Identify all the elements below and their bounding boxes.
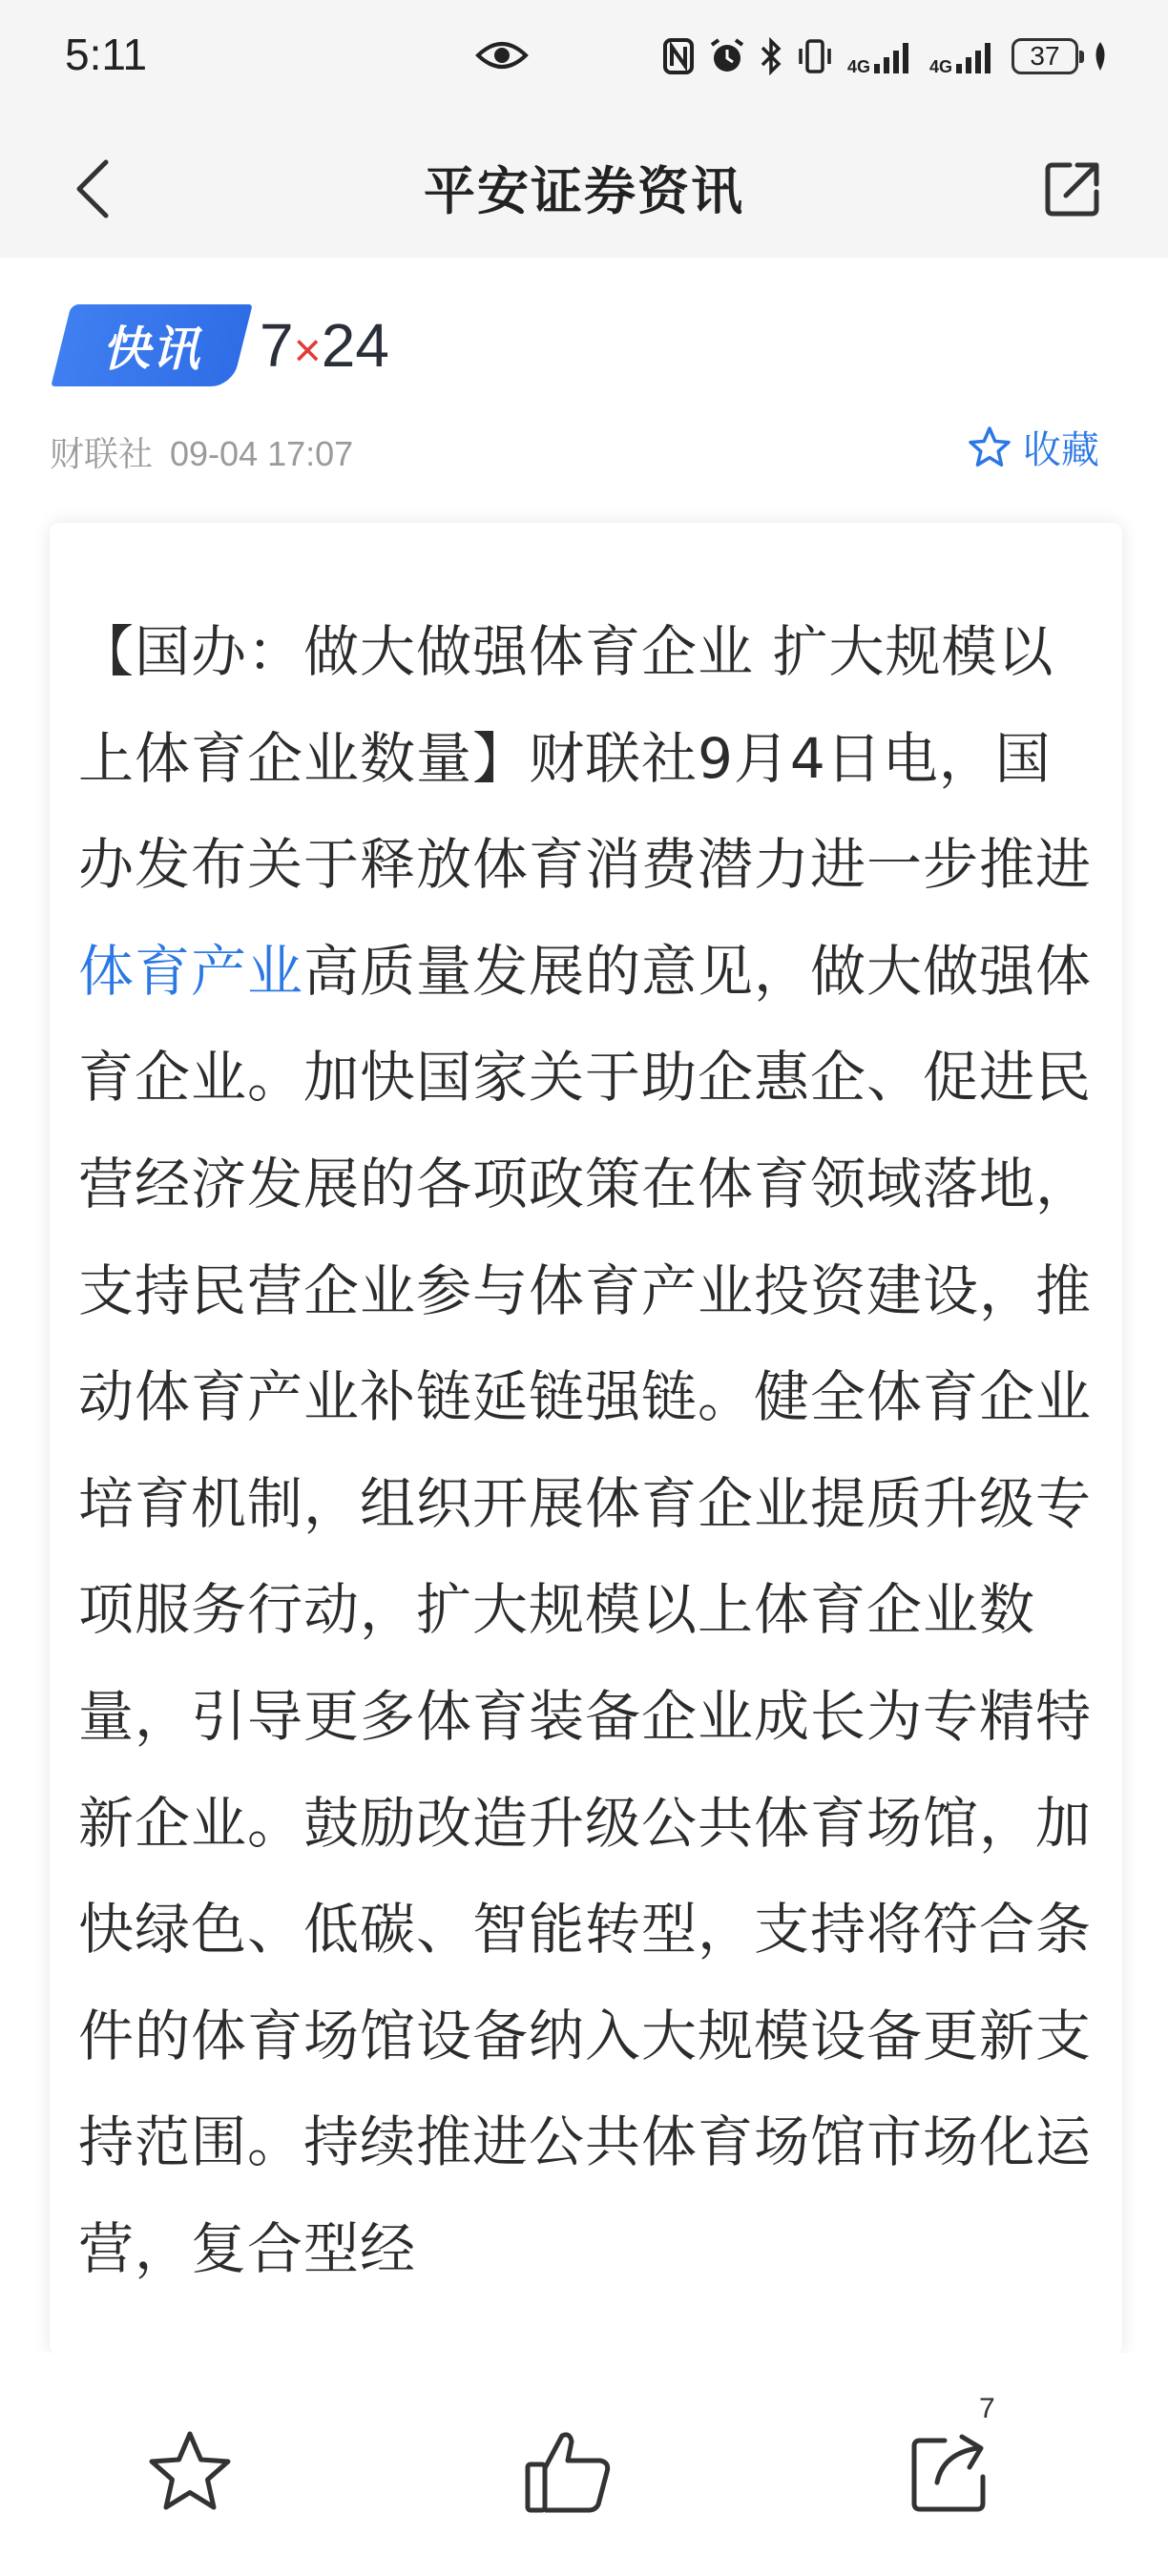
flash-badge xyxy=(51,304,252,386)
signal-icon-2: 4G xyxy=(929,37,998,75)
article-text-part2: 高质量发展的意见，做大做强体育企业。加快国家关于助企惠企、促进民营经济发展的各项政策在体育领域落地，支持民营企业参与体育产业投资建设，推动体育产业补链延链强链。健全体育企业培育机制，组织开展体育企业提质升级专项服务行动，扩大规模以上体育企业数量，引导更多体育装备企业成长为专精特新企业。鼓励改造升级公共体育场馆，加快绿色、低碳、智能转型，支持将符合条件的体育场馆设备纳入大规模设备更新支持范围。持续推进公共体育场馆市场化运营，复合型经 xyxy=(78,938,1093,2281)
flash-news-logo xyxy=(50,301,389,389)
sports-industry-link[interactable]: 体育产业 xyxy=(78,938,304,1004)
nfc-icon xyxy=(662,37,695,75)
signal-icon-1: 4G xyxy=(847,37,916,75)
article-time: 09-04 17:07 xyxy=(170,434,354,473)
vibrate-icon xyxy=(796,37,834,75)
thumbs-up-icon xyxy=(522,2428,614,2516)
flash-x: × xyxy=(293,323,322,377)
share-count: 7 xyxy=(979,2393,995,2424)
bottom-favorite-button[interactable] xyxy=(137,2420,242,2524)
status-bar xyxy=(0,0,1168,114)
external-share-icon xyxy=(1043,159,1102,218)
article-meta xyxy=(50,427,353,476)
page-title: 平安证券资讯 xyxy=(424,161,744,221)
bottom-action-bar xyxy=(0,2353,1168,2576)
favorite-button[interactable] xyxy=(968,420,1099,474)
header-share-button[interactable] xyxy=(1034,151,1111,227)
star-outline-icon xyxy=(968,426,1012,469)
article-text-part1: 【国办：做大做强体育企业 扩大规模以上体育企业数量】财联社9月4日电，国办发布关于释放体育消费潜力进一步推进 xyxy=(78,619,1093,898)
flash-24: 24 xyxy=(321,311,389,380)
flash-7: 7 xyxy=(260,311,294,380)
status-time: 5:11 xyxy=(65,30,148,79)
battery-indicator: 37 xyxy=(1012,38,1078,74)
status-icons xyxy=(662,32,1109,80)
bluetooth-icon xyxy=(760,37,782,75)
share-icon xyxy=(908,2431,991,2513)
alarm-icon xyxy=(708,37,746,75)
article-body xyxy=(78,599,1094,2303)
article-card xyxy=(50,523,1122,2355)
article-source: 财联社 xyxy=(50,435,154,474)
flash-badge-label: 快讯 xyxy=(102,322,201,377)
like-button[interactable] xyxy=(515,2420,620,2524)
star-icon xyxy=(146,2429,234,2515)
flash-7x24-label xyxy=(260,310,389,381)
leaf-icon xyxy=(1092,40,1109,73)
favorite-label: 收藏 xyxy=(1023,428,1099,472)
app-header xyxy=(0,114,1168,258)
bottom-share-button[interactable] xyxy=(897,2420,1002,2524)
eye-icon xyxy=(475,36,529,74)
